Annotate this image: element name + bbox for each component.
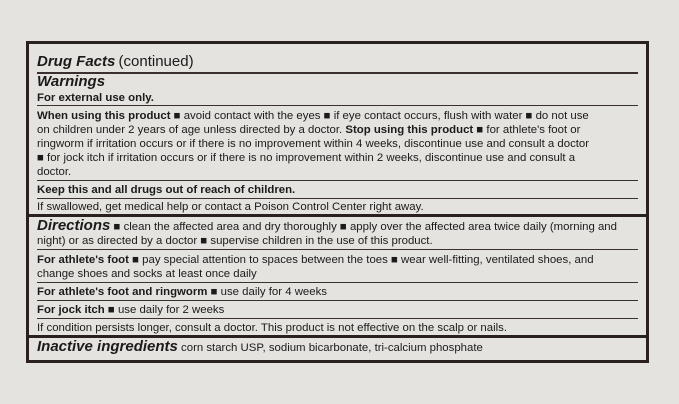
- athletes-foot-label: For athlete's foot: [37, 254, 129, 266]
- directions-line-2: night) or as directed by a doctor ■ supervise children in the use of this product.: [37, 235, 433, 247]
- divider: [37, 198, 638, 199]
- divider: [37, 180, 638, 181]
- divider: [37, 249, 638, 250]
- swallowed-text: If swallowed, get medical help or contact a Poison Control Center right away.: [37, 201, 424, 213]
- drug-facts-header: [37, 55, 638, 70]
- drug-facts-title-suffix: (continued): [118, 53, 194, 70]
- ringworm-text: ■ use daily for 4 weeks: [207, 286, 327, 298]
- when-using-line-3: ringworm if irritation occurs or if there is no improvement within 4 weeks, discontinue use and consult a doctor: [37, 138, 590, 150]
- when-using-line-1: [37, 109, 638, 123]
- ringworm-line: [37, 285, 638, 299]
- directions-line-1: [37, 219, 638, 234]
- inactive-ingredients-heading: Inactive ingredients: [37, 338, 178, 355]
- keep-away-text: Keep this and all drugs out of reach of children.: [37, 184, 296, 196]
- drug-facts-panel: [26, 41, 649, 363]
- directions-text: ■ clean the affected area and dry thoroughly ■ apply over the affected area twice daily (morning and: [110, 221, 617, 233]
- divider: [37, 105, 638, 106]
- directions-heading: Directions: [37, 217, 111, 234]
- when-using-line-5: doctor.: [37, 166, 72, 178]
- when-using-line-2: [37, 123, 638, 137]
- persists-text: If condition persists longer, consult a doctor. This product is not effective on the scalp or nails.: [37, 322, 508, 334]
- when-using-line-4: ■ for jock itch if irritation occurs or if there is no improvement within 2 weeks, discontinue use and consult a: [37, 152, 576, 164]
- external-use-text: For external use only.: [37, 92, 154, 104]
- divider: [37, 300, 638, 301]
- stop-using-text: ■ for athlete's foot or: [473, 124, 581, 136]
- warnings-heading-row: [37, 75, 638, 90]
- athletes-foot-line-2: change shoes and socks at least once daily: [37, 268, 257, 280]
- divider: [37, 72, 638, 74]
- jock-itch-text: ■ use daily for 2 weeks: [104, 304, 225, 316]
- jock-itch-line: [37, 303, 638, 317]
- drug-facts-title: Drug Facts: [37, 53, 116, 70]
- stop-using-label: Stop using this product: [345, 124, 474, 136]
- athletes-foot-line-1: [37, 253, 638, 267]
- when-using-text: on children under 2 years of age unless directed by a doctor.: [37, 124, 346, 136]
- warnings-heading: Warnings: [37, 73, 106, 90]
- inactive-ingredients-text: corn starch USP, sodium bicarbonate, tri-calcium phosphate: [177, 342, 483, 354]
- when-using-text: ■ avoid contact with the eyes ■ if eye contact occurs, flush with water ■ do not use: [170, 110, 589, 122]
- inactive-ingredients-line: [37, 340, 638, 355]
- divider: [37, 318, 638, 319]
- jock-itch-label: For jock itch: [37, 304, 105, 316]
- athletes-foot-text: ■ pay special attention to spaces between the toes ■ wear well-fitting, ventilated shoes, and: [128, 254, 594, 266]
- ringworm-label: For athlete's foot and ringworm: [37, 286, 208, 298]
- divider: [37, 282, 638, 283]
- when-using-label: When using this product: [37, 110, 171, 122]
- section-divider: [29, 214, 646, 217]
